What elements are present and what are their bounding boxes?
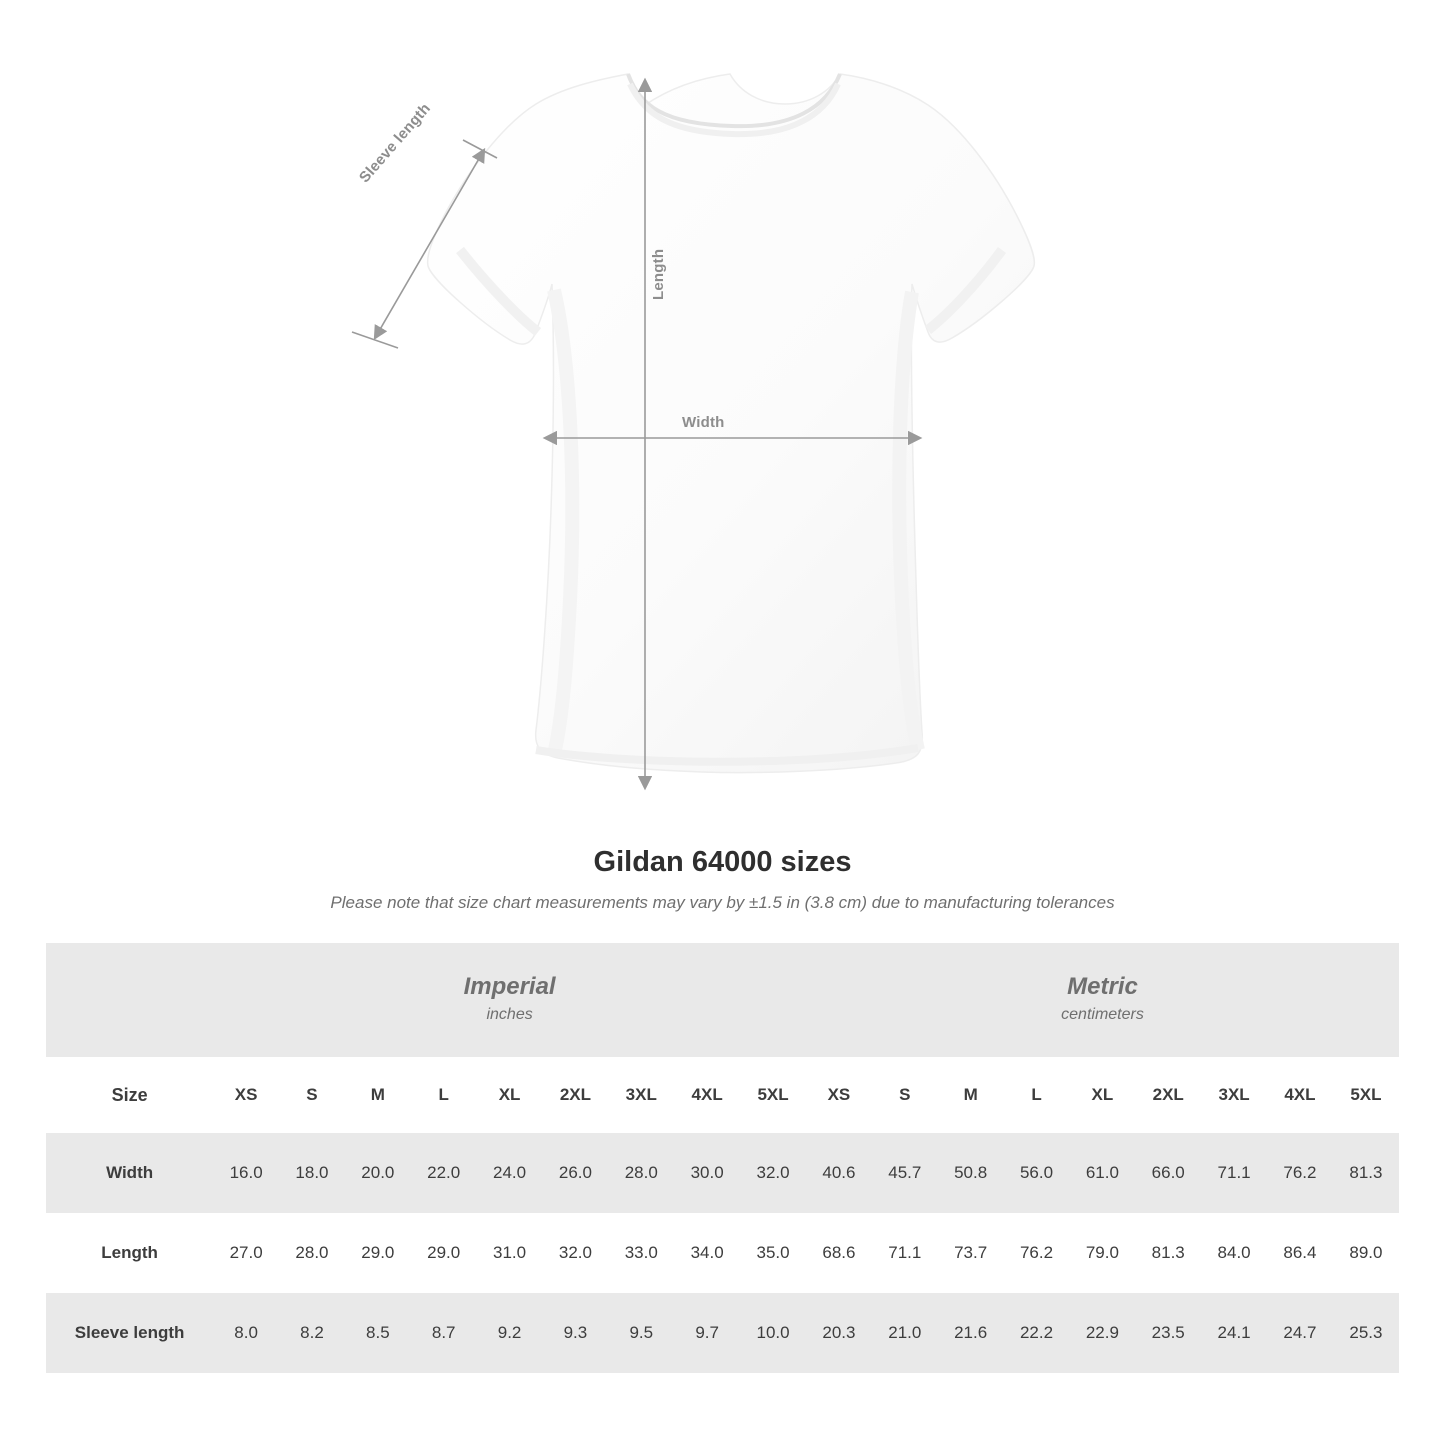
size-col-imp-0: XS — [213, 1057, 279, 1133]
cell-length-met-5: 81.3 — [1135, 1213, 1201, 1293]
cell-width-met-3: 56.0 — [1004, 1133, 1070, 1213]
cell-sleeve-met-5: 23.5 — [1135, 1293, 1201, 1373]
cell-sleeve-met-3: 22.2 — [1004, 1293, 1070, 1373]
cell-sleeve-imp-0: 8.0 — [213, 1293, 279, 1373]
cell-length-imp-2: 29.0 — [345, 1213, 411, 1293]
cell-length-imp-0: 27.0 — [213, 1213, 279, 1293]
cell-sleeve-met-2: 21.6 — [938, 1293, 1004, 1373]
cell-width-imp-5: 26.0 — [542, 1133, 608, 1213]
unit-header-row — [46, 943, 1399, 1057]
size-table-wrapper — [46, 943, 1399, 1373]
size-col-met-5: 2XL — [1135, 1057, 1201, 1133]
cell-sleeve-imp-4: 9.2 — [477, 1293, 543, 1373]
sleeve-length-label: Sleeve length — [356, 100, 434, 187]
cell-sleeve-imp-5: 9.3 — [542, 1293, 608, 1373]
unit-metric-sub: centimeters — [1061, 1006, 1144, 1024]
cell-width-imp-0: 16.0 — [213, 1133, 279, 1213]
cell-sleeve-met-8: 25.3 — [1333, 1293, 1399, 1373]
cell-length-imp-4: 31.0 — [477, 1213, 543, 1293]
size-table — [46, 943, 1399, 1373]
cell-width-met-7: 76.2 — [1267, 1133, 1333, 1213]
cell-sleeve-imp-6: 9.5 — [608, 1293, 674, 1373]
size-col-met-1: S — [872, 1057, 938, 1133]
table-row — [46, 1213, 1399, 1293]
cell-sleeve-imp-7: 9.7 — [674, 1293, 740, 1373]
cell-sleeve-imp-3: 8.7 — [411, 1293, 477, 1373]
cell-width-imp-2: 20.0 — [345, 1133, 411, 1213]
cell-length-met-3: 76.2 — [1004, 1213, 1070, 1293]
cell-sleeve-met-0: 20.3 — [806, 1293, 872, 1373]
size-col-met-3: L — [1004, 1057, 1070, 1133]
cell-width-imp-3: 22.0 — [411, 1133, 477, 1213]
size-col-imp-8: 5XL — [740, 1057, 806, 1133]
cell-sleeve-imp-2: 8.5 — [345, 1293, 411, 1373]
width-label: Width — [682, 414, 725, 431]
cell-length-imp-1: 28.0 — [279, 1213, 345, 1293]
cell-sleeve-imp-8: 10.0 — [740, 1293, 806, 1373]
cell-length-met-1: 71.1 — [872, 1213, 938, 1293]
cell-sleeve-imp-1: 8.2 — [279, 1293, 345, 1373]
cell-width-imp-8: 32.0 — [740, 1133, 806, 1213]
size-col-met-2: M — [938, 1057, 1004, 1133]
cell-width-met-0: 40.6 — [806, 1133, 872, 1213]
cell-length-imp-5: 32.0 — [542, 1213, 608, 1293]
cell-width-met-8: 81.3 — [1333, 1133, 1399, 1213]
size-col-imp-2: M — [345, 1057, 411, 1133]
cell-length-met-6: 84.0 — [1201, 1213, 1267, 1293]
row-label-length: Length — [46, 1213, 213, 1293]
cell-width-met-6: 71.1 — [1201, 1133, 1267, 1213]
size-col-met-0: XS — [806, 1057, 872, 1133]
cell-sleeve-met-6: 24.1 — [1201, 1293, 1267, 1373]
unit-spacer — [46, 943, 213, 1057]
cell-width-imp-1: 18.0 — [279, 1133, 345, 1213]
cell-length-imp-3: 29.0 — [411, 1213, 477, 1293]
size-col-imp-1: S — [279, 1057, 345, 1133]
cell-sleeve-met-7: 24.7 — [1267, 1293, 1333, 1373]
row-label-sleeve-length: Sleeve length — [46, 1293, 213, 1373]
cell-length-met-7: 86.4 — [1267, 1213, 1333, 1293]
cell-length-met-2: 73.7 — [938, 1213, 1004, 1293]
cell-length-met-0: 68.6 — [806, 1213, 872, 1293]
cell-length-met-8: 89.0 — [1333, 1213, 1399, 1293]
length-label: Length — [650, 248, 667, 300]
cell-sleeve-met-1: 21.0 — [872, 1293, 938, 1373]
cell-width-imp-7: 30.0 — [674, 1133, 740, 1213]
unit-imperial — [213, 943, 806, 1057]
tolerance-note: Please note that size chart measurements may vary by ±1.5 in (3.8 cm) due to manufacturing tolerances — [330, 893, 1115, 912]
unit-metric-name: Metric — [1067, 973, 1138, 1001]
table-row — [46, 1293, 1399, 1373]
cell-length-imp-6: 33.0 — [608, 1213, 674, 1293]
size-header-row — [46, 1057, 1399, 1133]
cell-width-met-2: 50.8 — [938, 1133, 1004, 1213]
cell-length-met-4: 79.0 — [1069, 1213, 1135, 1293]
row-label-width: Width — [46, 1133, 213, 1213]
size-col-imp-7: 4XL — [674, 1057, 740, 1133]
cell-width-imp-6: 28.0 — [608, 1133, 674, 1213]
cell-width-met-4: 61.0 — [1069, 1133, 1135, 1213]
unit-imperial-sub: inches — [486, 1006, 533, 1024]
size-col-met-8: 5XL — [1333, 1057, 1399, 1133]
cell-width-met-1: 45.7 — [872, 1133, 938, 1213]
cell-length-imp-8: 35.0 — [740, 1213, 806, 1293]
size-col-imp-6: 3XL — [608, 1057, 674, 1133]
cell-width-imp-4: 24.0 — [477, 1133, 543, 1213]
cell-length-imp-7: 34.0 — [674, 1213, 740, 1293]
size-col-imp-3: L — [411, 1057, 477, 1133]
unit-metric — [806, 943, 1399, 1057]
size-col-met-6: 3XL — [1201, 1057, 1267, 1133]
size-col-met-7: 4XL — [1267, 1057, 1333, 1133]
page-title: Gildan 64000 sizes — [593, 846, 852, 878]
row-header-size: Size — [46, 1057, 213, 1133]
table-row — [46, 1133, 1399, 1213]
cell-width-met-5: 66.0 — [1135, 1133, 1201, 1213]
size-col-met-4: XL — [1069, 1057, 1135, 1133]
size-col-imp-5: 2XL — [542, 1057, 608, 1133]
title-block — [0, 846, 1445, 913]
cell-sleeve-met-4: 22.9 — [1069, 1293, 1135, 1373]
unit-imperial-name: Imperial — [463, 973, 556, 1001]
size-col-imp-4: XL — [477, 1057, 543, 1133]
